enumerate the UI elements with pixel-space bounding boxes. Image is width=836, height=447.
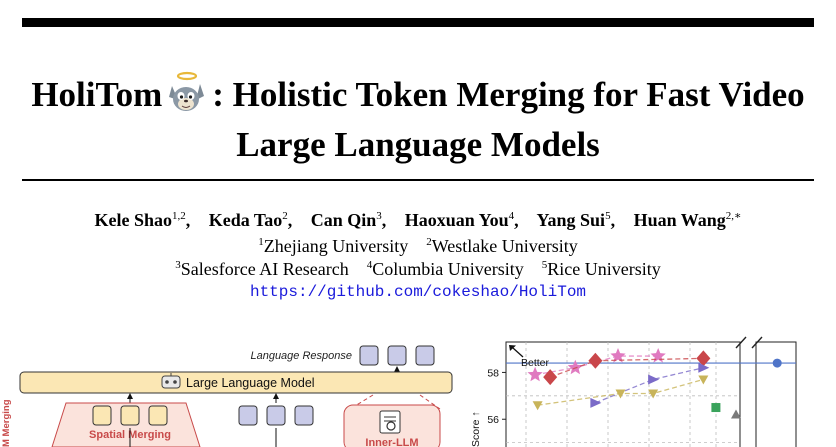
title-rest: : Holistic Token Merging for Fast Video: [212, 75, 805, 114]
outer-merging-label: M Merging: [1, 399, 12, 447]
response-token: [388, 346, 406, 365]
tom-cat-angel-icon: [166, 70, 206, 124]
response-token: [360, 346, 378, 365]
plot-area-right: [756, 342, 796, 447]
document-magnifier-icon: [380, 411, 400, 433]
affiliations-line-2: $^3$Salesforce AI Research $^4$Columbia University $^5$Rice University: [175, 259, 661, 279]
repo-link[interactable]: https://github.com/cokeshao/HoliTom: [249, 283, 587, 301]
inner-llm-label: Inner-LLM: [365, 437, 419, 447]
merged-token: [93, 406, 111, 425]
title-line-1: [0, 70, 836, 124]
merged-token: [149, 406, 167, 425]
title-prefix: HoliTom: [31, 75, 163, 114]
score-chart: [460, 335, 836, 447]
author-list: [0, 209, 836, 231]
method-diagram: [0, 335, 460, 447]
top-rule: [22, 18, 814, 27]
better-label: Better: [521, 357, 550, 369]
text-token: [239, 406, 257, 425]
y-axis-label: Score ↑: [470, 411, 482, 447]
bottom-rule: [22, 179, 814, 181]
author: Haoxuan You$^4$,: [404, 210, 519, 230]
paper-title: [0, 70, 836, 166]
merged-token: [121, 406, 139, 425]
language-response-label: Language Response: [250, 350, 352, 362]
title-line-2: Large Language Models: [236, 125, 600, 164]
text-token: [267, 406, 285, 425]
spatial-merging-label: Spatial Merging: [89, 429, 171, 441]
data-point-square-green: [711, 403, 720, 412]
y-tick-label: 58: [487, 367, 499, 380]
author: Yang Sui$^5$,: [536, 210, 616, 230]
response-token: [416, 346, 434, 365]
author: Huan Wang$^{2,∗}$: [633, 210, 742, 230]
author: Can Qin$^3$,: [310, 210, 387, 230]
data-point-full-token-baseline: [773, 359, 782, 368]
author: Keda Tao$^2$,: [208, 210, 293, 230]
affiliations-line-1: $^1$Zhejiang University $^2$Westlake University: [258, 236, 578, 256]
llm-label: Large Language Model: [186, 376, 315, 390]
text-token: [295, 406, 313, 425]
y-tick-label: 56: [487, 414, 499, 427]
author: Kele Shao$^{1,2}$,: [94, 210, 191, 230]
